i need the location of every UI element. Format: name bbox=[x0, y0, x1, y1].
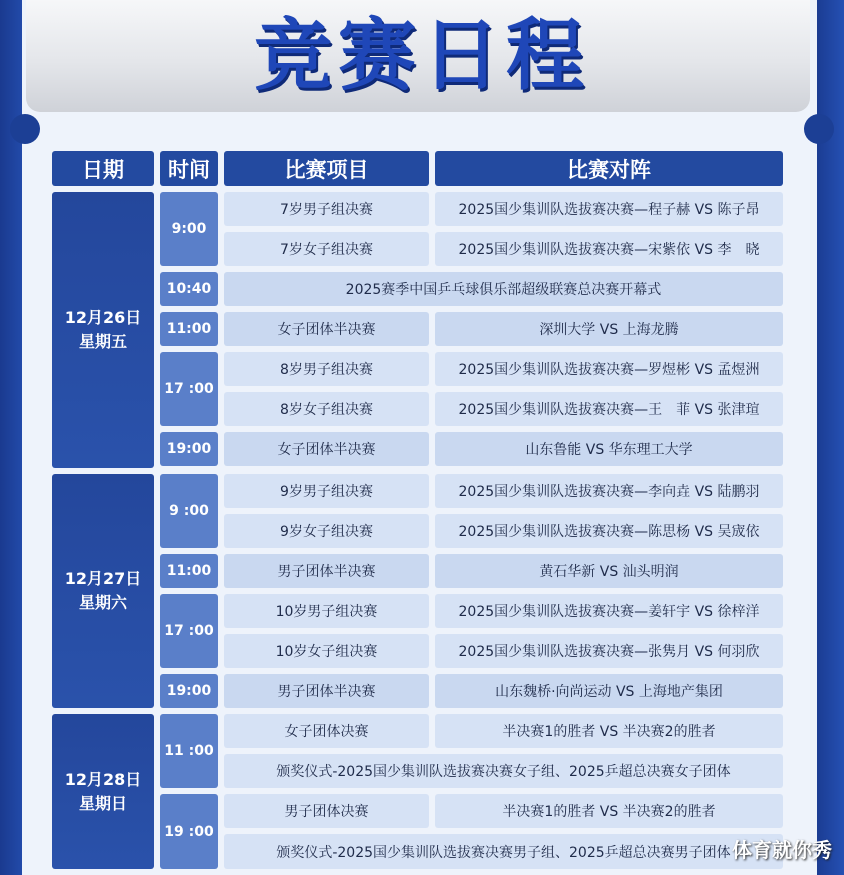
left-notch bbox=[10, 114, 40, 144]
event-cell: 男子团体半决赛 bbox=[224, 554, 429, 588]
weekday-label: 星期五 bbox=[78, 332, 127, 351]
matchup-cell: 深圳大学 VS 上海龙腾 bbox=[435, 312, 783, 346]
time-slot: 11:00 bbox=[160, 312, 218, 346]
event-cell: 女子团体半决赛 bbox=[224, 312, 429, 346]
page-title: 竞赛日程 bbox=[253, 11, 590, 101]
event-cell: 7岁女子组决赛 bbox=[224, 232, 429, 266]
header-event: 比赛项目 bbox=[224, 151, 429, 186]
header-date: 日期 bbox=[52, 151, 154, 186]
event-cell: 7岁男子组决赛 bbox=[224, 192, 429, 226]
header-matchup: 比赛对阵 bbox=[435, 151, 783, 186]
time-slot: 17 :00 bbox=[160, 352, 218, 426]
event-cell: 男子团体决赛 bbox=[224, 794, 429, 828]
event-cell-merged: 颁奖仪式-2025国少集训队选拔赛决赛男子组、2025乒超总决赛男子团体 bbox=[224, 834, 783, 869]
matchup-cell: 山东魏桥·向尚运动 VS 上海地产集团 bbox=[435, 674, 783, 708]
time-slot: 19:00 bbox=[160, 674, 218, 708]
event-cell-merged: 颁奖仪式-2025国少集训队选拔赛决赛女子组、2025乒超总决赛女子团体 bbox=[224, 754, 783, 788]
date-block-day2 bbox=[52, 474, 154, 708]
header-time: 时间 bbox=[160, 151, 218, 186]
event-cell: 10岁女子组决赛 bbox=[224, 634, 429, 668]
date-block-day1 bbox=[52, 192, 154, 468]
right-notch bbox=[804, 114, 834, 144]
time-slot: 9 :00 bbox=[160, 474, 218, 548]
matchup-cell: 山东鲁能 VS 华东理工大学 bbox=[435, 432, 783, 466]
event-cell: 8岁男子组决赛 bbox=[224, 352, 429, 386]
matchup-cell: 2025国少集训队选拔赛决赛—罗煜彬 VS 孟煜洲 bbox=[435, 352, 783, 386]
event-cell: 男子团体半决赛 bbox=[224, 674, 429, 708]
event-cell: 女子团体半决赛 bbox=[224, 432, 429, 466]
event-cell: 9岁男子组决赛 bbox=[224, 474, 429, 508]
matchup-cell: 2025国少集训队选拔赛决赛—李向垚 VS 陆鹏羽 bbox=[435, 474, 783, 508]
matchup-cell: 半决赛1的胜者 VS 半决赛2的胜者 bbox=[435, 794, 783, 828]
matchup-cell: 2025国少集训队选拔赛决赛—王 菲 VS 张津瑄 bbox=[435, 392, 783, 426]
event-cell: 10岁男子组决赛 bbox=[224, 594, 429, 628]
date-label: 12月26日 bbox=[64, 308, 142, 327]
time-slot: 11:00 bbox=[160, 554, 218, 588]
event-cell: 女子团体决赛 bbox=[224, 714, 429, 748]
matchup-cell: 2025国少集训队选拔赛决赛—程子赫 VS 陈子昂 bbox=[435, 192, 783, 226]
event-cell: 9岁女子组决赛 bbox=[224, 514, 429, 548]
time-slot: 19 :00 bbox=[160, 794, 218, 869]
matchup-cell: 2025国少集训队选拔赛决赛—张隽月 VS 何羽欣 bbox=[435, 634, 783, 668]
event-cell-merged: 2025赛季中国乒乓球俱乐部超级联赛总决赛开幕式 bbox=[224, 272, 783, 306]
date-label: 12月27日 bbox=[64, 569, 142, 588]
matchup-cell: 2025国少集训队选拔赛决赛—宋紫依 VS 李 晓 bbox=[435, 232, 783, 266]
date-block-day3 bbox=[52, 714, 154, 869]
matchup-cell: 半决赛1的胜者 VS 半决赛2的胜者 bbox=[435, 714, 783, 748]
time-slot: 11 :00 bbox=[160, 714, 218, 788]
matchup-cell: 2025国少集训队选拔赛决赛—陈思杨 VS 吴宬依 bbox=[435, 514, 783, 548]
weekday-label: 星期日 bbox=[78, 793, 127, 813]
time-slot: 9:00 bbox=[160, 192, 218, 266]
date-label: 12月28日 bbox=[64, 769, 142, 789]
matchup-cell: 黄石华新 VS 汕头明润 bbox=[435, 554, 783, 588]
time-slot: 10:40 bbox=[160, 272, 218, 306]
watermark: 体育就你秀 bbox=[732, 838, 832, 862]
time-slot: 17 :00 bbox=[160, 594, 218, 668]
event-cell: 8岁女子组决赛 bbox=[224, 392, 429, 426]
weekday-label: 星期六 bbox=[78, 593, 127, 612]
matchup-cell: 2025国少集训队选拔赛决赛—姜轩宇 VS 徐梓洋 bbox=[435, 594, 783, 628]
time-slot: 19:00 bbox=[160, 432, 218, 466]
